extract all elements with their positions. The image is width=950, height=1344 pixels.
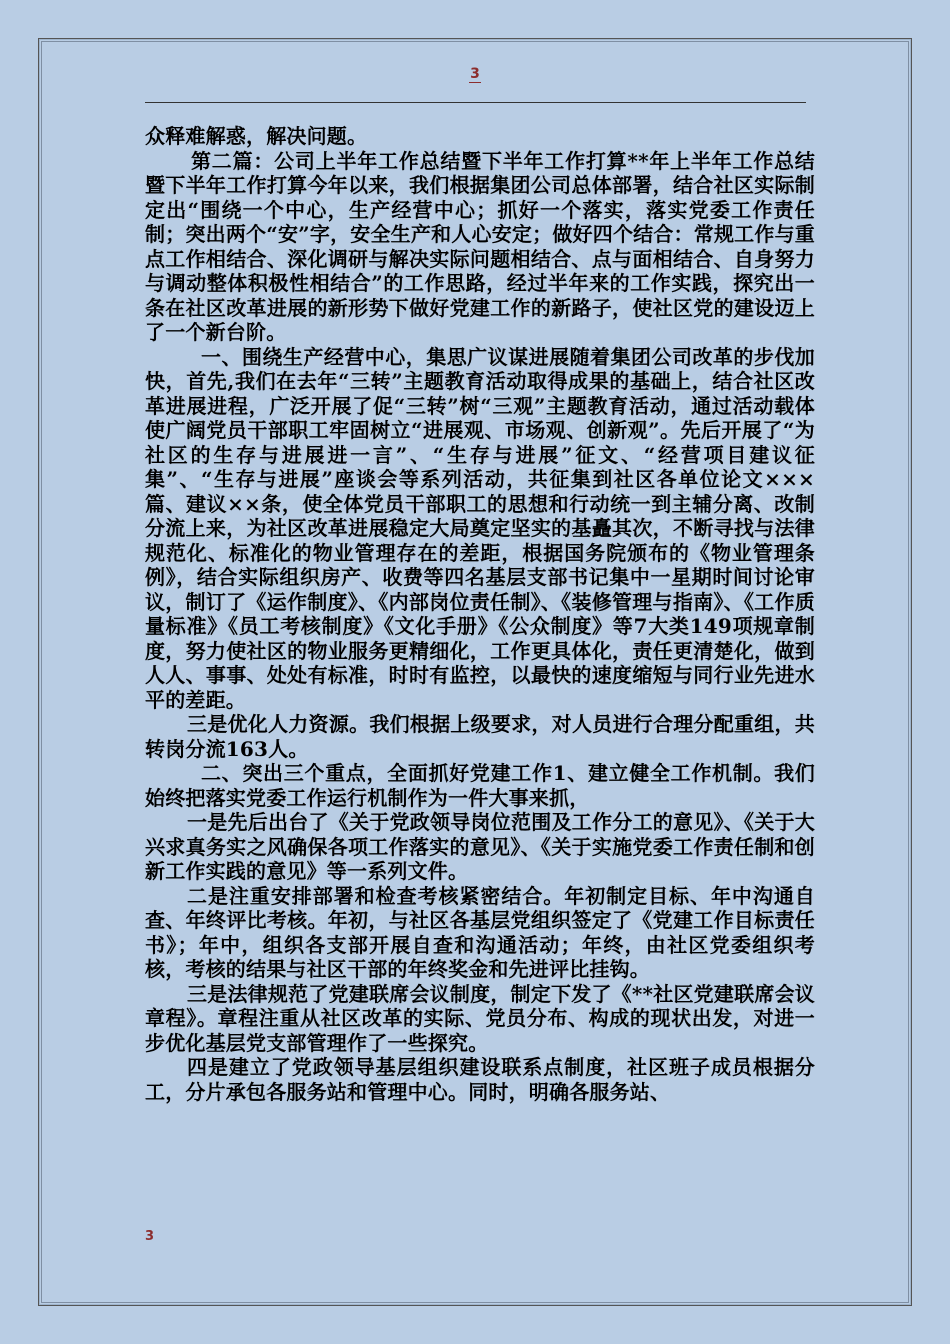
document-body [145,124,815,1104]
paragraph: 四是建立了党政领导基层组织建设联系点制度，社区班子成员根据分工，分片承包各服务站和管理中心。同时，明确各服务站、 [145,1055,815,1104]
paragraph: 众释难解惑，解决问题。 [145,124,368,148]
paragraph: 一是先后出台了《关于党政领导岗位范围及工作分工的意见》、《关于大兴求真务实之风确保各项工作落实的意见》、《关于实施党委工作责任制和创新工作实践的意见》等一系列文件。 [145,810,815,883]
paragraph: 二是注重安排部署和检查考核紧密结合。年初制定目标、年中沟通自查、年终评比考核。年初，与社区各基层党组织签定了《党建工作目标责任书》；年中，组织各支部开展自查和沟通活动；年终，由社区党委组织考核，考核的结果与社区干部的年终奖金和先进评比挂钩。 [145,883,815,981]
footer-page-number: 3 [145,1229,155,1244]
paragraph: 第二篇：公司上半年工作总结暨下半年工作打算**年上半年工作总结暨下半年工作打算今年以来，我们根据集团公司总体部署，结合社区实际制定出“围绕一个中心，生产经营中心；抓好一个落实，落实党委工作责任制；突出两个“安”字，安全生产和人心安定；做好四个结合：常规工作与重点工作相结合、深化调研与解决实际问题相结合、点与面相结合、自身努力与调动整体积极性相结合”的工作思路，经过半年来的工作实践，探究出一条在社区改革进展的新形势下做好党建工作的新路子，使社区党的建设迈上了一个新台阶。 [145,148,815,344]
paragraph: 一、围绕生产经营中心，集思广议谋进展随着集团公司改革的步伐加快，首先,我们在去年“三转”主题教育活动取得成果的基础上，结合社区改革进展进程，广泛开展了促“三转”树“三观”主题教育活动，通过活动载体使广阔党员干部职工牢固树立“进展观、市场观、创新观”。先后开展了“为社区的生存与进展进一言”、“生存与进展”征文、“经营项目建议征集”、“生存与进展”座谈会等系列活动，共征集到社区各单位论文×××篇、建议××条，使全体党员干部职工的思想和行动统一到主辅分离、改制分流上来，为社区改革进展稳定大局奠定坚实的基矗其次，不断寻找与法律规范化、标准化的物业管理存在的差距，根据国务院颁布的《物业管理条例》，结合实际组织房产、收费等四名基层支部书记集中一星期时间讨论审议，制订了《运作制度》、《内部岗位责任制》、《装修管理与指南》、《工作质量标准》《员工考核制度》《文化手册》《公众制度》等7大类149项规章制度，努力使社区的物业服务更精细化，工作更具体化，责任更清楚化，做到人人、事事、处处有标准，时时有监控，以最快的速度缩短与同行业先进水平的差距。 [145,344,815,712]
header-page-number [0,66,950,82]
paragraph: 三是优化人力资源。我们根据上级要求，对人员进行合理分配重组，共转岗分流163人。 [145,712,815,761]
header-rule [145,102,806,103]
paragraph: 二、突出三个重点，全面抓好党建工作1、建立健全工作机制。我们始终把落实党委工作运行机制作为一件大事来抓， [145,761,815,810]
header-page-number-text: 3 [470,66,480,82]
paragraph: 三是法律规范了党建联席会议制度，制定下发了《**社区党建联席会议章程》。章程注重从社区改革的实际、党员分布、构成的现状出发，对进一步优化基层党支部管理作了一些探究。 [145,981,815,1055]
